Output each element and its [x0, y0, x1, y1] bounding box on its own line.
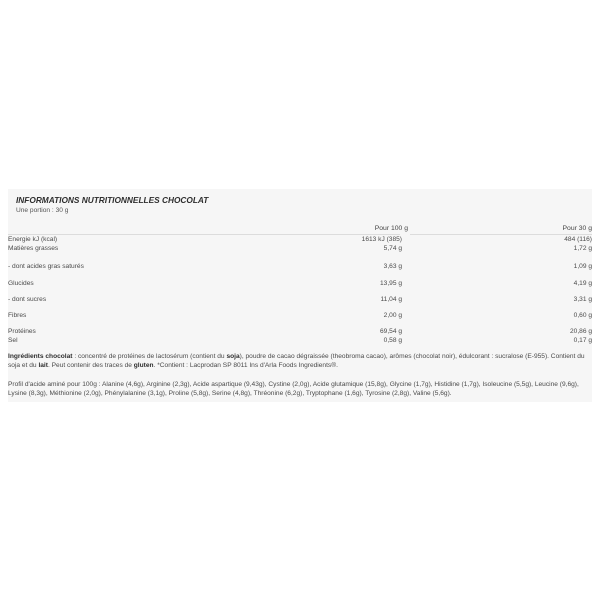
row-value-per-30g: 4,19 g: [573, 280, 592, 287]
row-value-per-30g: 1,72 g: [573, 245, 592, 252]
column-header-per-100g: Pour 100 g: [374, 225, 408, 232]
row-label: - dont sucres: [8, 296, 47, 303]
row-value-per-30g: 20,86 g: [570, 328, 592, 335]
row-value-per-100g: 11,04 g: [380, 296, 402, 303]
nutrition-row-sugars: [0, 296, 600, 306]
row-label: - dont acides gras saturés: [8, 263, 84, 270]
nutrition-row-fibre: [0, 312, 600, 322]
ingredients-part-3: . Peut contenir des traces de: [47, 362, 134, 370]
ingredients-part-2: ), poudre de cacao dégraissée (theobroma cacao), arômes (chocolat noir), édulcorant : sucralose (E-955). Contient du soja et du: [8, 353, 585, 370]
ingredients-part-4: . *Contient : Lacprodan SP 8011 Ins d'Arla Foods Ingredients®.: [153, 362, 338, 370]
row-label: Glucides: [8, 280, 34, 287]
row-value-per-100g: 69,54 g: [380, 328, 402, 335]
nutrition-row-carbohydrates: [0, 280, 600, 290]
row-value-per-100g: 1613 kJ (385): [361, 236, 402, 243]
ingredients-label: Ingrédients chocolat: [8, 353, 73, 360]
ingredients-text: [8, 352, 592, 371]
row-value-per-100g: 13,95 g: [380, 280, 402, 287]
row-value-per-100g: 3,63 g: [383, 263, 402, 270]
nutrition-row-salt: [0, 337, 600, 347]
row-value-per-30g: 3,31 g: [573, 296, 592, 303]
allergen-lait: lait: [38, 362, 48, 370]
row-value-per-30g: 484 (116): [564, 236, 592, 243]
row-value-per-30g: 1,09 g: [573, 263, 592, 270]
row-label: Matières grasses: [8, 245, 59, 252]
nutrition-row-saturated-fat: [0, 263, 600, 273]
portion-size: Une portion : 30 g: [16, 207, 69, 214]
row-value-per-30g: 0,17 g: [573, 337, 592, 344]
row-value-per-100g: 5,74 g: [383, 245, 402, 252]
row-value-per-100g: 0,58 g: [383, 337, 402, 344]
row-label: Fibres: [8, 312, 27, 319]
allergen-gluten: gluten: [133, 362, 154, 370]
header-divider: [8, 234, 592, 235]
row-label: Sel: [8, 337, 18, 344]
row-value-per-100g: 2,00 g: [383, 312, 402, 319]
row-label: Energie kJ (kcal): [8, 236, 58, 243]
row-label: Protéines: [8, 328, 36, 335]
row-value-per-30g: 0,60 g: [573, 312, 592, 319]
column-header-per-30g: Pour 30 g: [562, 225, 592, 232]
nutrition-row-fat: [0, 245, 600, 255]
nutrition-title: INFORMATIONS NUTRITIONNELLES CHOCOLAT: [16, 195, 209, 205]
amino-acid-profile: Profil d'acide aminé pour 100g : Alanine (4,6g), Arginine (2,3g), Acide aspartique (9,43g), Cystine (2,0g), Acide glutamique (15,8g), Glycine (1,7g), Histidine (1,7g), Isoleucine (5,5g), Leucine (9,6g), Lysine (8,3g), Méthionine (2,0g), Phénylalanine (3,1g), Proline (5,8g), Serine (4,8g), Thréonine (6,2g), Tryptophane (1,6g), Tyrosine (2,8g), Valine (5,6g).: [8, 381, 579, 398]
allergen-soja: soja: [226, 353, 240, 360]
ingredients-part-1: : concentré de protéines de lactosérum (contient du: [72, 353, 227, 360]
